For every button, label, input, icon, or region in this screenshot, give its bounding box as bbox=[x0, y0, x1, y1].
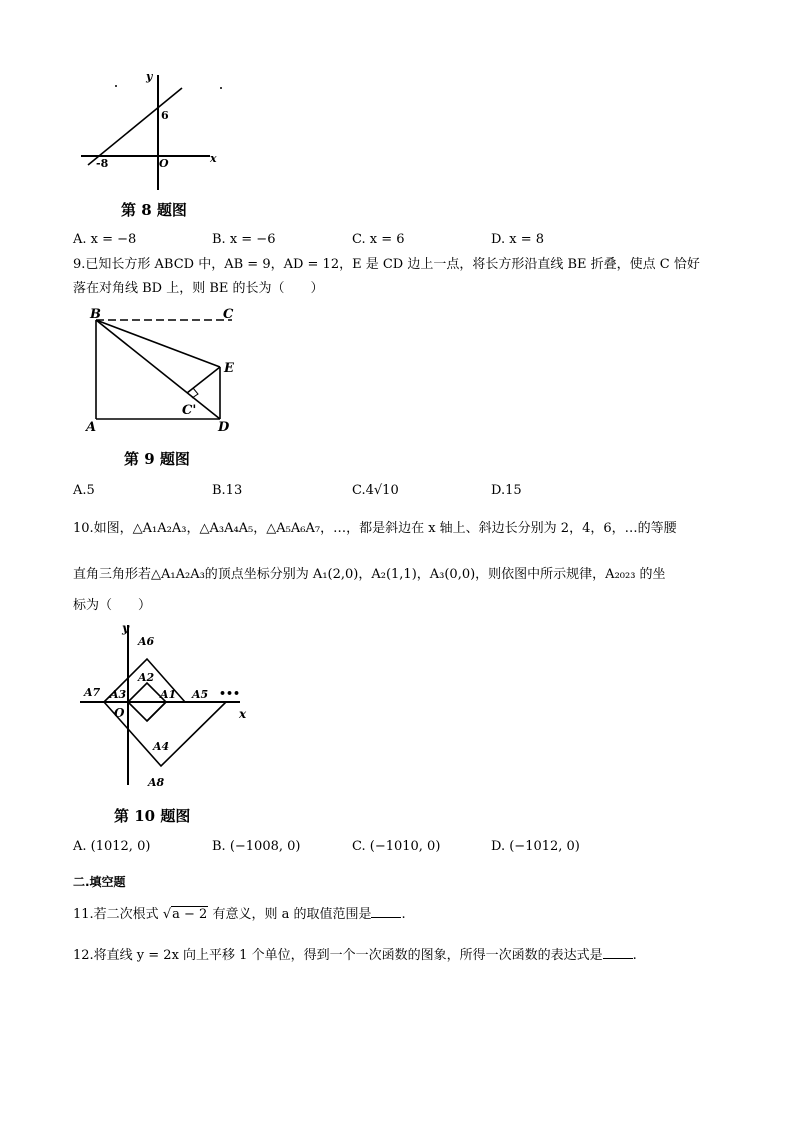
q10-text-line2: 直角三角形若△A₁A₂A₃的顶点坐标分别为 A₁(2,0)，A₂(1,1)，A₃(0,0)，则依图中所示规律，A₂₀₂₃ 的坐 bbox=[73, 567, 666, 582]
x-label: x bbox=[239, 707, 247, 721]
q8-option-b: B. x = −6 bbox=[212, 232, 276, 247]
label-a6: A6 bbox=[138, 635, 155, 648]
q9-text-line1: 9.已知长方形 ABCD 中，AB = 9，AD = 12，E 是 CD 边上一点，将长方形沿直线 BE 折叠，使点 C 恰好 bbox=[73, 257, 700, 272]
label-c: C bbox=[223, 307, 234, 322]
q8-option-d: D. x = 8 bbox=[491, 232, 544, 247]
segment-ec-prime bbox=[187, 367, 220, 393]
q12-text: 12.将直线 y = 2x 向上平移 1 个单位，得到一个一次函数的图象，所得一次函数的表达式是 bbox=[73, 948, 603, 963]
section-title: 二.填空题 bbox=[73, 875, 126, 889]
figure-8 bbox=[76, 70, 236, 195]
q8-option-a: A. x = −8 bbox=[73, 232, 137, 247]
y-intercept-label: 6 bbox=[161, 109, 169, 122]
q9-option-b: B.13 bbox=[212, 483, 243, 498]
label-a5: A5 bbox=[192, 688, 209, 701]
label-a2: A2 bbox=[138, 671, 155, 684]
q11-line bbox=[73, 905, 406, 924]
q12-answer-blank[interactable] bbox=[603, 946, 633, 959]
speck bbox=[115, 85, 117, 87]
q10-option-d: D. (−1012, 0) bbox=[491, 839, 580, 854]
q12-line bbox=[73, 946, 637, 965]
q11-answer-blank[interactable] bbox=[371, 905, 401, 918]
sqrt-symbol: √ bbox=[162, 907, 172, 922]
y-label: y bbox=[122, 621, 129, 635]
q10-text-line1: 10.如图，△A₁A₂A₃，△A₃A₄A₅，△A₅A₆A₇，…，都是斜边在 x 轴上、斜边长分别为 2，4，6，…的等腰 bbox=[73, 521, 677, 536]
label-a4: A4 bbox=[153, 740, 170, 753]
label-a8: A8 bbox=[148, 776, 165, 789]
q9-option-d: D.15 bbox=[491, 483, 522, 498]
speck bbox=[220, 87, 222, 89]
q10-option-a: A. (1012, 0) bbox=[73, 839, 151, 854]
continuation-dots: ••• bbox=[219, 687, 241, 700]
label-c-prime: C' bbox=[182, 403, 197, 418]
label-a7: A7 bbox=[84, 686, 101, 699]
q9-option-c: C.4√10 bbox=[352, 483, 399, 498]
label-a: A bbox=[86, 420, 97, 435]
q10-text-line3: 标为（ ） bbox=[73, 598, 152, 613]
q11-radicand: a − 2 bbox=[172, 907, 208, 922]
origin-label: O bbox=[114, 706, 125, 720]
figure-10 bbox=[76, 620, 256, 790]
diagonal-bd bbox=[96, 320, 220, 419]
label-a3: A3 bbox=[110, 688, 127, 701]
q10-option-b: B. (−1008, 0) bbox=[212, 839, 301, 854]
q11-end: . bbox=[401, 907, 406, 922]
origin-label: O bbox=[159, 157, 169, 170]
x-intercept-label: -8 bbox=[96, 157, 109, 170]
figure-8-caption: 第 8 题图 bbox=[121, 201, 187, 219]
q8-option-c: C. x = 6 bbox=[352, 232, 405, 247]
label-e: E bbox=[224, 361, 234, 376]
q9-text-line2: 落在对角线 BD 上，则 BE 的长为（ ） bbox=[73, 281, 324, 296]
fold-line-be bbox=[96, 320, 220, 367]
q12-end: . bbox=[632, 948, 637, 963]
q10-option-c: C. (−1010, 0) bbox=[352, 839, 441, 854]
q11-prefix: 11.若二次根式 bbox=[73, 907, 159, 922]
label-d: D bbox=[218, 420, 230, 435]
q9-option-a: A.5 bbox=[73, 483, 95, 498]
x-axis-label: x bbox=[210, 152, 217, 165]
figure-9 bbox=[84, 303, 249, 438]
q11-suffix: 有意义，则 a 的取值范围是 bbox=[212, 907, 372, 922]
figure-10-caption: 第 10 题图 bbox=[114, 807, 191, 825]
function-line bbox=[88, 88, 182, 165]
segment-a1-a4 bbox=[147, 702, 166, 721]
label-b: B bbox=[90, 307, 101, 322]
y-axis-label: y bbox=[146, 70, 153, 83]
label-a1: A1 bbox=[160, 688, 177, 701]
figure-9-caption: 第 9 题图 bbox=[124, 450, 190, 468]
